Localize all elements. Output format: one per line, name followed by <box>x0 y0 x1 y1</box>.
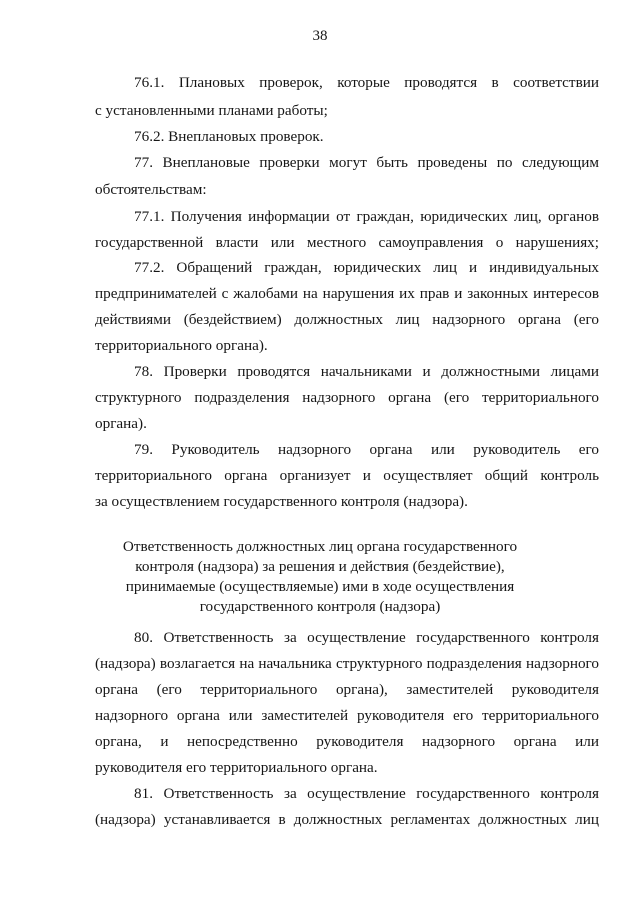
paragraph-80-line-4: надзорного органа или заместителей руководителя его территориального <box>95 707 599 724</box>
paragraph-77-2-line-2: предпринимателей с жалобами на нарушения их прав и законных интересов <box>95 285 599 302</box>
paragraph-77-line-1: 77. Внеплановые проверки могут быть проведены по следующим <box>134 154 599 171</box>
section-heading-line-1: Ответственность должностных лиц органа государственного <box>122 538 518 555</box>
paragraph-76-1-line-2: с установленными планами работы; <box>95 102 328 119</box>
paragraph-77-1-line-1: 77.1. Получения информации от граждан, юридических лиц, органов <box>134 208 599 225</box>
paragraph-77-2-line-4: территориального органа). <box>95 337 268 354</box>
paragraph-80-line-3: органа (его территориального органа), заместителей руководителя <box>95 681 599 698</box>
paragraph-78-line-1: 78. Проверки проводятся начальниками и должностными лицами <box>134 363 599 380</box>
paragraph-78-line-3: органа). <box>95 415 147 432</box>
paragraph-81-line-2: (надзора) устанавливается в должностных регламентах должностных лиц <box>95 811 599 828</box>
paragraph-79-line-1: 79. Руководитель надзорного органа или руководитель его <box>134 441 599 458</box>
paragraph-78-line-2: структурного подразделения надзорного органа (его территориального <box>95 389 599 406</box>
paragraph-77-2-line-1: 77.2. Обращений граждан, юридических лиц и индивидуальных <box>134 259 599 276</box>
paragraph-76-2-line-1: 76.2. Внеплановых проверок. <box>134 128 324 145</box>
section-heading-line-3: принимаемые (осуществляемые) ими в ходе осуществления <box>125 578 515 595</box>
paragraph-80-line-5: органа, и непосредственно руководителя надзорного органа или <box>95 733 599 750</box>
paragraph-79-line-2: территориального органа организует и осуществляет общий контроль <box>95 467 599 484</box>
paragraph-76-1-line-1: 76.1. Плановых проверок, которые проводятся в соответствии <box>134 74 599 91</box>
paragraph-77-line-2: обстоятельствам: <box>95 181 207 198</box>
paragraph-80-line-1: 80. Ответственность за осуществление государственного контроля <box>134 629 599 646</box>
paragraph-77-2-line-3: действиями (бездействием) должностных лиц надзорного органа (его <box>95 311 599 328</box>
paragraph-81-line-1: 81. Ответственность за осуществление государственного контроля <box>134 785 599 802</box>
page-number: 38 <box>312 28 328 44</box>
paragraph-79-line-3: за осуществлением государственного контроля (надзора). <box>95 493 468 510</box>
paragraph-80-line-2: (надзора) возлагается на начальника структурного подразделения надзорного <box>95 655 599 672</box>
paragraph-80-line-6: руководителя его территориального органа. <box>95 759 378 776</box>
section-heading-line-4: государственного контроля (надзора) <box>199 598 441 615</box>
paragraph-77-1-line-2: государственной власти или местного самоуправления о нарушениях; <box>95 234 599 251</box>
section-heading-line-2: контроля (надзора) за решения и действия (бездействие), <box>135 558 505 575</box>
